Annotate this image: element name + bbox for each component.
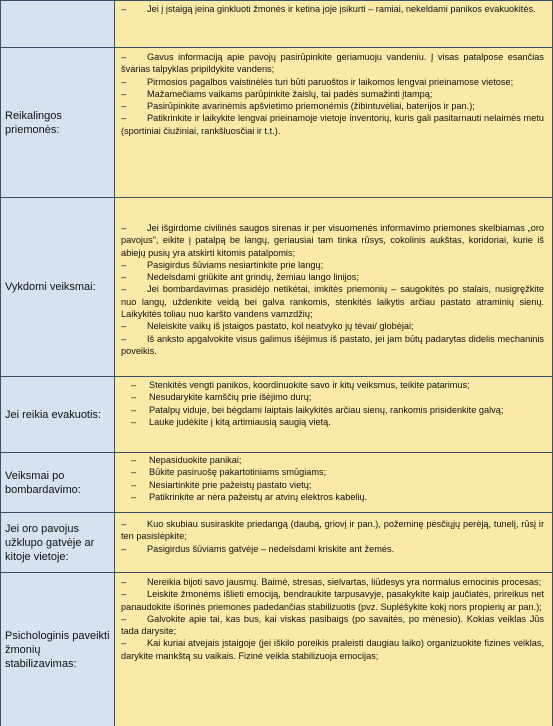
list-item [121,518,544,543]
table-row [0,453,553,513]
bullet-dash: – [121,101,127,112]
bullet-dash: – [121,284,127,295]
row-label [0,1,115,47]
table-row [0,513,553,573]
list-item-text: Mažamečiams vaikams parūpinkite žaislų, tai padės sumažinti įtampą; [147,88,433,99]
list-item [121,271,544,283]
list-item [121,222,544,259]
list-item [121,404,544,416]
list-item [121,320,544,332]
bullet-dash: – [121,113,127,124]
list-item-text: Stenkitės vengti panikos, koordinuokite savo ir kitų veiksmus, teikite patarimus; [149,380,470,390]
list-item [121,613,544,638]
table-row [0,198,553,377]
bullet-dash: – [121,638,127,649]
list-item [121,333,544,358]
list-item [121,588,544,613]
list-item [121,454,544,466]
bullet-dash: – [121,88,127,99]
list-item-text: Kai kuriai atvejais įstaigoje (jei iškilo poreikis praleisti daugiau laiko) organizuokite fizines veiklas, darykite mankštą su vaikais. Fizinė veikla stabilizuoja emocijas; [121,638,544,661]
list-item-text: Pasigirdus šūviams gatvėje – nedelsdami kriskite ant žemės. [147,543,395,554]
list-item-text: Leiskite žmonėms išlieti emociją, bendraukite tarpusavyje, pasakykite kaip jaučiatės, prireikus net panaudokite išorinės priemones padedančias stabilizuotis (pvz. Suplėšykite kokį nors propierių ar pan.); [121,589,544,612]
list-item [121,3,544,15]
list-item-text: Lauke judėkite į kitą artimiausią saugią vietą. [149,416,331,427]
table-row [0,1,553,48]
bullet-dash: – [121,321,127,332]
row-content [115,48,553,197]
list-item [121,51,544,76]
list-item-text: Iš anksto apgalvokite visus galimus išėjimus iš pastato, jei jam būtų padarytas didelis mechaninis poveikis. [121,333,544,356]
list-item-text: Nedelsdami griūkite ant grindų, žemiau lango linijos; [147,272,359,283]
bullet-dash: – [121,333,127,344]
list-item-text: Nepasiduokite panikai; [149,455,242,465]
bullet-dash: – [131,455,137,465]
table-row [0,377,553,453]
list-item [121,100,544,112]
list-item-text: Patikrinkite ir laikykite lengvai prieinamoje vietoje inventorių, kuris gali pasitarnauti nelaimės metu (sportiniai čiužiniai, rankšluosčiai ir t.t.). [121,113,544,136]
list-item [121,283,544,320]
row-content [115,198,553,376]
table-row [0,48,553,198]
row-content [115,377,553,452]
bullet-dash: – [131,479,137,490]
row-label: Reikalingos priemonės: [0,48,115,197]
row-label: Jei reikia evakuotis: [0,377,115,452]
list-item-text: Patalpų viduje, bei bėgdami laiptais laikykitės arčiau sienų, rankomis prisidenkite galvą; [149,404,504,415]
bullet-dash: – [131,491,137,502]
bullet-dash: – [121,543,127,554]
list-item-text: Pasigirdus šūviams nesiartinkite prie langų; [147,259,324,270]
list-item-text: Jei bombardavimas prasidėjo netikėtai, imkitės priemonių – saugokitės po stalais, nusigręžkite nuo langų, uždenkite veidą bei galva rankomis, stenkitės laikytis arčiau pastato atraminių sienų. Laikykitės toliau nuo karšto vandens vamzdžių; [121,284,544,320]
bullet-dash: – [131,404,137,415]
list-item [121,88,544,100]
list-item-text: Jei išgirdome civilinės saugos sirenas ir per visuomenės informavimo priemones skelbiamas „oro pavojus", eikite į patalpą be langų, geriausiai tam tinka rūsys, cokolinis aukštas, koridoriai, kurie iš abiejų pusių yra atskirti kitomis patalpomis; [121,223,544,258]
list-item [121,479,544,491]
row-label: Psichologinis paveikti žmonių stabilizavimas: [0,573,115,726]
row-content [115,1,553,47]
bullet-dash: – [131,467,137,478]
list-item [121,76,544,88]
bullet-dash: – [121,223,127,233]
bullet-dash: – [121,76,127,87]
bullet-dash: – [121,589,127,600]
bullet-dash: – [121,577,127,587]
list-item [121,543,544,555]
row-label: Veiksmai po bombardavimo: [0,453,115,512]
list-item [121,416,544,428]
list-item [121,379,544,391]
list-item-text: Gavus informaciją apie pavojų pasirūpinkite geriamuoju vandeniu. Į visas patalpose esančias švarias talpyklas pripildykite vandens; [121,52,544,75]
list-item-text: Jei į įstaigą įeina ginkluoti žmonės ir ketina joje įsikurti – ramiai, nekeldami panikos evakuokitės. [147,4,536,14]
row-content [115,513,553,572]
row-label: Vykdomi veiksmai: [0,198,115,376]
list-item [121,259,544,271]
list-item-text: Nesiartinkite prie pažeistų pastato vietų; [149,479,312,490]
bullet-dash: – [121,259,127,270]
list-item [121,112,544,137]
list-item [121,576,544,588]
bullet-dash: – [121,613,127,624]
bullet-dash: – [131,380,137,390]
bullet-dash: – [131,416,137,427]
bullet-dash: – [121,519,127,529]
list-item [121,637,544,662]
list-item-text: Nereikia bijoti savo jausmų. Baimė, stresas, sielvartas, liūdesys yra normalus emocinis procesas; [147,577,542,587]
list-item [121,466,544,478]
list-item-text: Galvokite apie tai, kas bus, kai viskas pasibaigs (po savaitės, po mėnesio). Kokias veiklas Jūs tada darysite; [121,613,544,637]
list-item [121,391,544,403]
list-item-text: Pirmosios pagalbos vaistinėlės turi būti paruoštos ir laikomos lengvai prieinamose vietose; [147,76,514,87]
bullet-dash: – [131,392,137,403]
bullet-dash: – [121,4,127,14]
list-item-text: Pasirūpinkite avarinėmis apšvietimo priemonėmis (žibintuvėliai, baterijos ir pan.); [147,101,475,112]
bullet-dash: – [121,52,127,62]
list-item-text: Neleiskite vaikų iš įstaigos pastato, kol neatvyko jų tėvai/ globėjai; [147,321,414,332]
row-label: Jei oro pavojus užklupo gatvėje ar kitoje vietoje: [0,513,115,572]
bullet-dash: – [121,272,127,283]
list-item-text: Kuo skubiau susiraskite priedangą (daubą, griovį ir pan.), požeminę pėsčiųjų perėją, tunelį, rūsį ir ten pasislėpkite; [121,519,544,542]
table-row [0,573,553,726]
row-content [115,453,553,512]
list-item-text: Būkite pasiruošę pakartotiniams smūgiams; [149,467,327,478]
list-item [121,491,544,503]
list-item-text: Patikrinkite ar nėra pažeistų ar atvirų elektros kabelių. [149,491,368,502]
row-content [115,573,553,726]
list-item-text: Nesudarykite kamščių prie išėjimo durų; [149,392,312,403]
